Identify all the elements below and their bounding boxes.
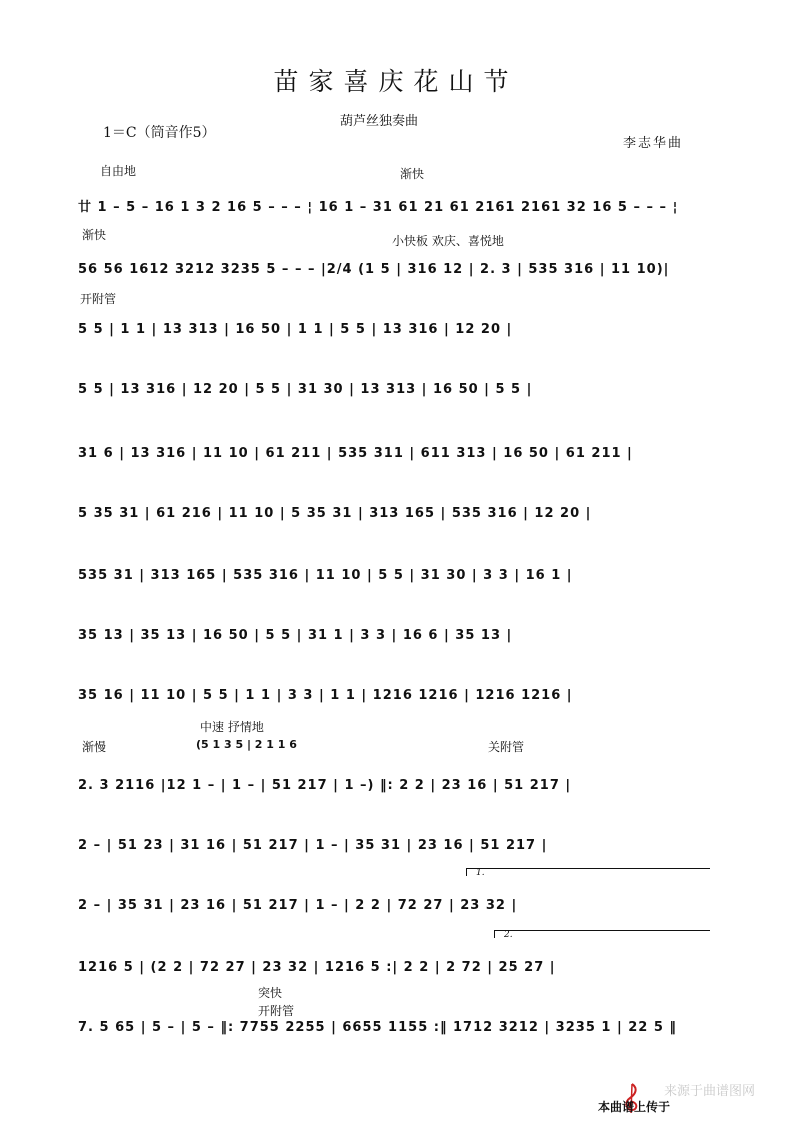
row-notation: 35 16 | 11 10 | 5 5 | 1 1 | 3 3 | 1 1 | 1216 1216 | 1216 1216 | — [78, 687, 573, 703]
score-title: 苗家喜庆花山节 — [273, 67, 519, 96]
tempo-faster-2: 渐快 — [82, 228, 107, 242]
row-notation: 1216 5 | (2 2 | 72 27 | 23 32 | 1216 5 :| 2 2 | 2 72 | 25 27 | — [78, 959, 556, 975]
moderato-intro: (5 1 3 5 | 2 1 1 6 — [196, 738, 297, 751]
score-row-11 — [78, 832, 710, 858]
score-row-8 — [78, 622, 710, 648]
row-notation: 7. 5 65 | 5 – | 5 – ‖: 7755 2255 | 6655 1155 :‖ 1712 3212 | 3235 1 | 22 5 ‖ — [78, 1019, 677, 1035]
tempo-slower: 渐慢 — [82, 740, 107, 754]
row-notation: 535 31 | 313 165 | 535 316 | 11 10 | 5 5 | 31 30 | 3 3 | 16 1 | — [78, 567, 573, 583]
score-row-7 — [78, 562, 710, 588]
tempo-faster-1: 渐快 — [400, 167, 425, 181]
row-notation: 2. 3 2116 |12 1 – | 1 – | 51 217 | 1 –) ‖: 2 2 | 23 16 | 51 217 | — [78, 777, 572, 793]
row-notation: 2 – | 35 31 | 23 16 | 51 217 | 1 – | 2 2 | 72 27 | 23 32 | — [78, 897, 518, 913]
open-hole-mark-1: 开附管 — [80, 292, 117, 306]
volta-bracket-2 — [494, 930, 710, 931]
score-row-1 — [78, 192, 710, 218]
row-notation: 56 56 1612 3212 3235 5 – – – |2/4 (1 5 | 316 12 | 2. 3 | 535 316 | 11 10)| — [78, 261, 670, 277]
row-notation: 31 6 | 13 316 | 11 10 | 61 211 | 535 311 | 611 313 | 16 50 | 61 211 | — [78, 445, 633, 461]
watermark-text: 来源于曲谱图网 — [664, 1084, 756, 1099]
row-notation: 廿 1 – 5 – 16 1 3 2 16 5 – – – ¦ 16 1 – 31 61 21 61 2161 2161 32 16 5 – – – ¦ — [78, 199, 679, 215]
score-row-9 — [78, 682, 710, 708]
volta-label-2: 2. — [504, 930, 513, 940]
score-subtitle: 葫芦丝独奏曲 — [340, 114, 419, 129]
row-notation: 5 5 | 13 316 | 12 20 | 5 5 | 31 30 | 13 313 | 16 50 | 5 5 | — [78, 381, 533, 397]
volta-label-1: 1. — [476, 868, 485, 878]
score-row-2 — [78, 256, 710, 282]
volta-bracket-1 — [466, 868, 710, 869]
tempo-free: 自由地 — [100, 164, 137, 178]
score-row-5 — [78, 440, 710, 466]
score-row-13 — [78, 954, 710, 980]
composer: 李志华曲 — [623, 136, 684, 151]
tempo-allegretto: 小快板 欢庆、喜悦地 — [392, 234, 504, 248]
row-notation: 2 – | 51 23 | 31 16 | 51 217 | 1 – | 35 31 | 23 16 | 51 217 | — [78, 837, 548, 853]
score-row-4 — [78, 376, 710, 402]
score-row-14 — [78, 1014, 710, 1040]
key-signature: 1＝C（筒音作5） — [103, 125, 216, 141]
score-row-6 — [78, 500, 710, 526]
score-row-3 — [78, 316, 710, 342]
row-notation: 35 13 | 35 13 | 16 50 | 5 5 | 31 1 | 3 3 | 16 6 | 35 13 | — [78, 627, 513, 643]
score-row-10 — [78, 772, 710, 798]
score-row-12 — [78, 892, 710, 918]
open-hole-mark-2: 开附管 — [258, 1004, 295, 1018]
row-notation: 5 5 | 1 1 | 13 313 | 16 50 | 1 1 | 5 5 | 13 316 | 12 20 | — [78, 321, 513, 337]
tempo-sudden-fast: 突快 — [258, 986, 283, 1000]
footer-text: 本曲谱上传于 — [598, 1100, 671, 1114]
row-notation: 5 35 31 | 61 216 | 11 10 | 5 35 31 | 313 165 | 535 316 | 12 20 | — [78, 505, 592, 521]
tempo-moderato: 中速 抒情地 — [200, 720, 264, 734]
close-hole-mark: 关附管 — [488, 740, 525, 754]
